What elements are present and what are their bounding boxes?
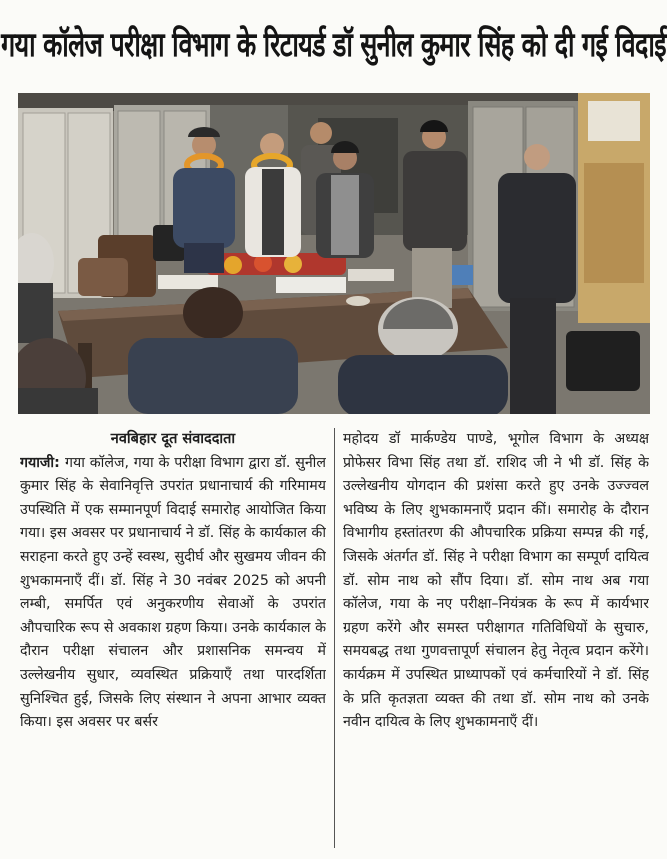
event-photo	[18, 93, 650, 414]
article-body-right: महोदय डॉ मार्कण्डेय पाण्डे, भूगोल विभाग के अध्यक्ष प्रोफेसर विभा सिंह तथा डॉ. राशिद जी ने भी डॉ. सिंह के उल्लेखनीय योगदान की प्रशंसा करते हुए उनके उज्ज्वल भविष्य के लिए शुभकामनाएँ प्रदान कीं। समारोह के दौरान विभागीय हस्तांतरण की औपचारिक प्रक्रिया सम्पन्न की गई, जिसके अंतर्गत डॉ. सिंह ने परीक्षा विभाग का सम्पूर्ण दायित्व डॉ. सोम नाथ को सौंप दिया। डॉ. सोम नाथ अब गया कॉलेज, गया के नए परीक्षा–नियंत्रक के रूप में कार्यभार ग्रहण करेंगे और समस्त परीक्षागत गतिविधियों के सुचारु, समयबद्ध तथा गुणवत्तापूर्ण संचालन हेतु नेतृत्व प्रदान करेंगे। कार्यक्रम में उपस्थित प्राध्यापकों एवं कर्मचारियों ने डॉ. सिंह के प्रति कृतज्ञता व्यक्त की तथा डॉ. सोम नाथ को उनके नवीन दायित्व के लिए शुभकामनाएँ दीं।	[343, 431, 649, 731]
dateline: गयाजी:	[20, 454, 66, 471]
article-column-right	[343, 428, 649, 853]
article-body-left: गया कॉलेज, गया के परीक्षा विभाग द्वारा डॉ. सुनील कुमार सिंह के सेवानिवृत्ति उपरांत प्रधानाचार्य की गरिमामय उपस्थिति में एक सम्मानपूर्ण विदाई समारोह आयोजित किया गया। इस अवसर पर प्रधानाचार्य ने डॉ. सिंह के कार्यकाल की सराहना करते हुए उन्हें स्वस्थ, सुदीर्घ और सुखमय जीवन की शुभकामनाएँ दीं। डॉ. सिंह ने 30 नवंबर 2025 को अपनी लम्बी, समर्पित एवं अनुकरणीय सेवाओं के उपरांत औपचारिक रूप से अवकाश ग्रहण किया। उनके कार्यकाल के दौरान परीक्षा संचालन और प्रशासनिक समन्वय में उल्लेखनीय सुधार, व्यवस्थित प्रक्रियाएँ तथा पारदर्शिता सुनिश्चित हुई, जिसके लिए संस्थान ने अपना आभार व्यक्त किया। इस अवसर पर बर्सर	[20, 454, 326, 731]
article-column-left	[20, 428, 326, 853]
column-divider	[334, 428, 335, 848]
headline: गया कॉलेज परीक्षा विभाग के रिटायर्ड डॉ सुनील कुमार सिंह को दी गई विदाई	[1, 25, 666, 65]
byline: नवबिहार दूत संवाददाता	[110, 431, 236, 447]
